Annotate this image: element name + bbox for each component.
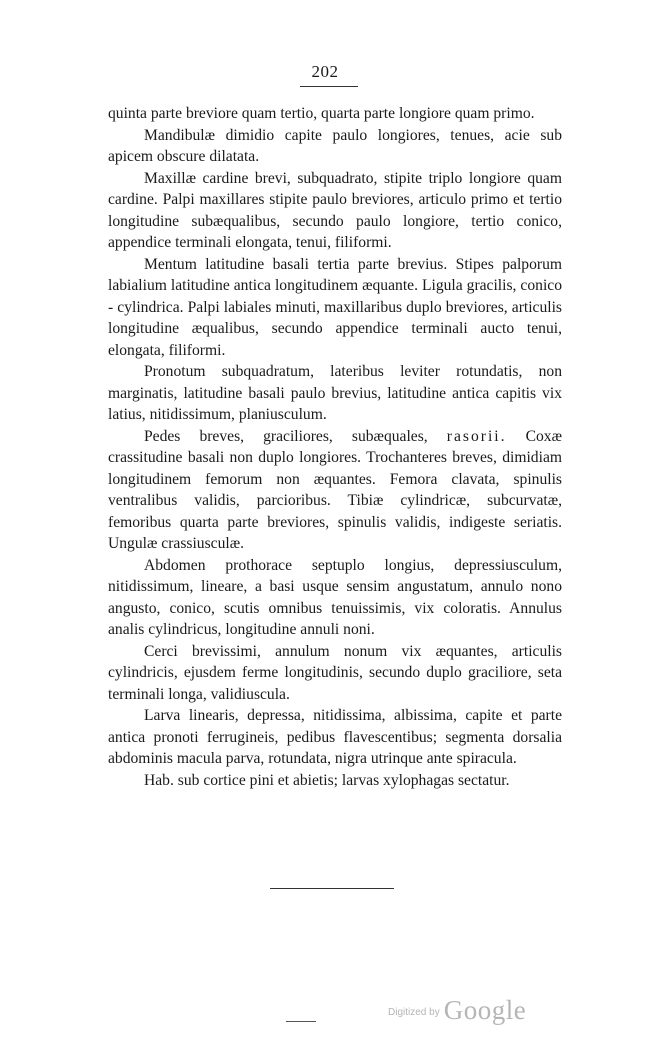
paragraph-maxillae: Maxillæ cardine brevi, subquadrato, stipite triplo longiore quam cardine. Palpi maxillares stipite paulo breviores, articulo primo et tertio longitudine subæqualibus, secundo paulo longiore, tertio conico, appendice terminali elongata, tenui, filiformi.	[108, 169, 562, 251]
paragraph-larva: Larva linearis, depressa, nitidissima, albissima, capite et parte antica pronoti ferrugineis, pedibus flavescentibus; segmenta dorsalia abdominis macula parva, rotundata, nigra utrinque ante spiracula.	[108, 707, 562, 767]
paragraph-continuation: quinta parte breviore quam tertio, quarta parte longiore quam primo.	[108, 105, 535, 122]
google-logo: Google	[443, 995, 527, 1025]
digitized-watermark	[388, 995, 526, 1026]
paragraph-mentum: Mentum latitudine basali tertia parte brevius. Stipes palporum labialium latitudine antica longitudinem æquante. Ligula gracilis, conico - cylindrica. Palpi labiales minuti, maxillaribus duplo breviores, articulis longitudine æqualibus, secundo appendice terminali aucto tenui, elongata, filiformi.	[108, 255, 562, 359]
paragraph-pronotum: Pronotum subquadratum, lateribus leviter rotundatis, non marginatis, latitudine basali paulo brevius, latitudine antica capitis vix latius, nitidissimum, planiusculum.	[108, 363, 562, 423]
section-end-rule	[270, 888, 394, 889]
paragraph-mandibulae: Mandibulæ dimidio capite paulo longiores, tenues, acie sub apicem obscure dilatata.	[108, 126, 562, 165]
paragraph-cerci: Cerci brevissimi, annulum nonum vix æquantes, articulis cylindricis, ejusdem ferme longitudinis, secundo duplo graciliore, seta terminali longa, validiuscula.	[108, 642, 562, 703]
pedes-text-before: Pedes breves, graciliores, subæquales,	[144, 427, 428, 445]
paragraph-pedes	[108, 426, 562, 555]
pedes-spaced-term: rasorii.	[446, 427, 507, 445]
body-text	[108, 103, 562, 791]
pedes-text-after: Coxæ crassitudine basali non duplo longiores. Trochanteres breves, dimidiam longitudinem femorum non æquantes. Femora clavata, spinulis ventralibus validis, parcioribus. Tibiæ cylindricæ, subcurvatæ, femoribus quarta parte breviores, spinulis validis, indigeste seriatis. Ungulæ crassiusculæ.	[108, 427, 562, 552]
header-rule	[300, 86, 358, 87]
watermark-prefix: Digitized by	[388, 1007, 440, 1018]
paragraph-habitat: Hab. sub cortice pini et abietis; larvas xylophagas sectatur.	[144, 771, 510, 789]
page-number: 202	[311, 62, 339, 81]
paragraph-abdomen: Abdomen prothorace septuplo longius, depressiusculum, nitidissimum, lineare, a basi usque sensim angustatum, annulo nono angusto, conico, scutis omnibus tenuissimis, vix coloratis. Annulus analis cylindricus, longitudine annuli noni.	[108, 556, 562, 638]
footer-mark	[286, 1021, 316, 1022]
